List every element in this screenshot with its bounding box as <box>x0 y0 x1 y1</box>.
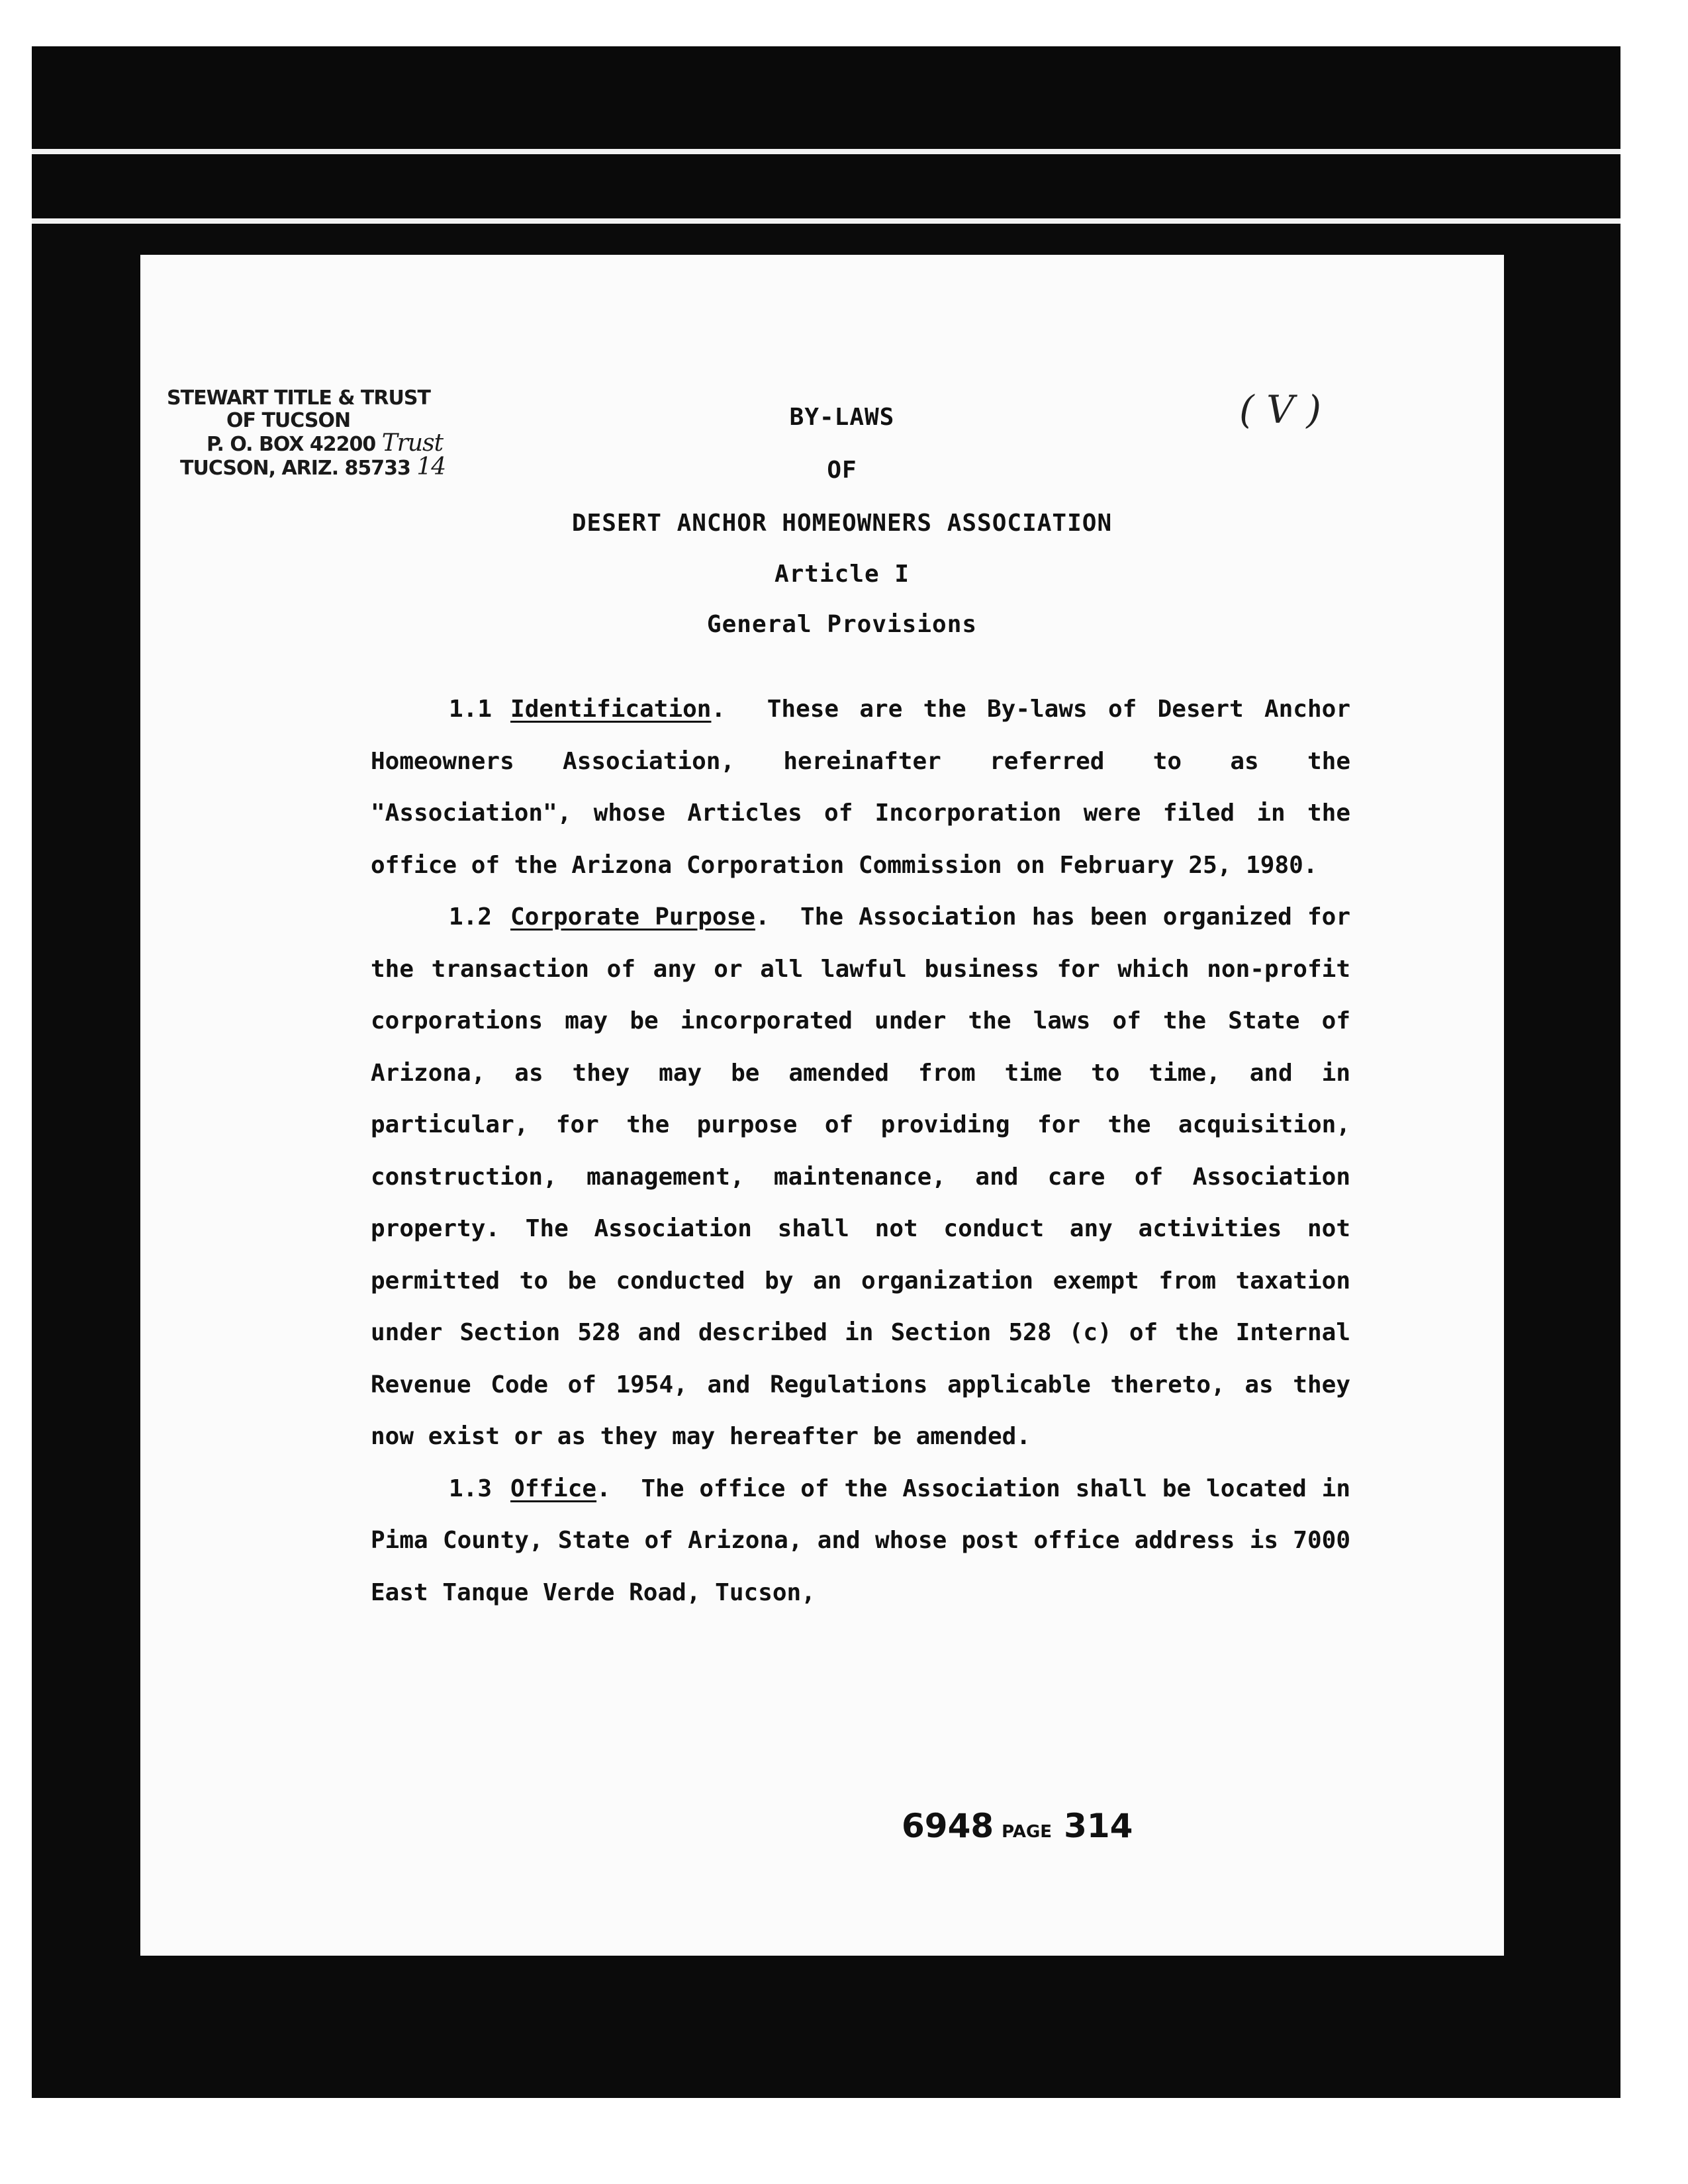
document-title-of: OF <box>827 457 857 484</box>
section-title: Office <box>510 1475 597 1502</box>
section-title: Corporate Purpose <box>510 903 755 931</box>
handwritten-margin-mark: ( V ) <box>1239 387 1322 432</box>
document-title: BY-LAWS <box>789 404 895 431</box>
handwritten-note: 14 <box>416 453 446 480</box>
section-text: The Association has been organized for the transaction of any or all lawful business for which non-profit corporations may be incorporated under the laws of the State of Arizona, as they may be amended from time to time, and in particular, for the purpose of providing for the acquisition, construction, management, maintenance, and care of Association property. The Association shall not conduct any activities not permitted to be conducted by an organization exempt from taxation under Section 528 and described in Section 528 (c) of the Internal Revenue Code of 1954, and Regulations applicable thereto, as they now exist or as they may hereafter be amended. <box>371 903 1350 1450</box>
section-number: 1.2 <box>449 903 492 931</box>
association-name: DESERT ANCHOR HOMEOWNERS ASSOCIATION <box>571 510 1113 537</box>
handwritten-note: Trust <box>381 430 444 457</box>
section-title: Identification <box>510 696 712 723</box>
stamp-line: OF TUCSON <box>226 409 351 432</box>
page-label: PAGE <box>1002 1822 1053 1842</box>
recording-reference <box>902 1807 1133 1845</box>
section-1-2: 1.2 Corporate Purpose. The Association has been organized for the transaction of any or all lawful business for which non-profit corporations may be incorporated under the laws of the State of Arizona, as they may be amended from time to time, and in particular, for the purpose of providing for the acquisition, construction, management, maintenance, and care of Association property. The Association shall not conduct any activities not permitted to be conducted by an organization exempt from taxation under Section 528 and described in Section 528 (c) of the Internal Revenue Code of 1954, and Regulations applicable thereto, as they now exist or as they may hereafter be amended. <box>371 903 1350 1450</box>
section-1-3: 1.3 Office. The office of the Association shall be located in Pima County, State of Arizona, and whose post office address is 7000 East Tanque Verde Road, Tucson, <box>371 1475 1350 1606</box>
article-heading: Article I <box>774 561 910 588</box>
stamp-line: STEWART TITLE & TRUST <box>167 387 430 410</box>
page-number: 314 <box>1064 1807 1133 1845</box>
bylaws-body <box>371 684 1350 1619</box>
scan-mid-band <box>32 154 1620 218</box>
stamp-line <box>167 432 445 456</box>
section-1-1: 1.1 Identification. These are the By-laws of Desert Anchor Homeowners Association, hereinafter referred to as the "Association", whose Articles of Incorporation were filed in the office of the Arizona Corporation Commission on February 25, 1980. <box>371 696 1350 879</box>
section-number: 1.1 <box>449 696 492 723</box>
scan-rule <box>32 149 1620 154</box>
article-title: General Provisions <box>706 611 978 638</box>
document-page <box>140 255 1504 1956</box>
stamp-text: P. O. BOX 42200 <box>207 433 376 456</box>
book-number: 6948 <box>902 1807 994 1845</box>
section-number: 1.3 <box>449 1475 492 1502</box>
section-text: The office of the Association shall be located in Pima County, State of Arizona, and whose post office address is 7000 East Tanque Verde Road, Tucson, <box>371 1475 1350 1606</box>
stamp-text: TUCSON, ARIZ. 85733 <box>180 457 410 480</box>
section-text: These are the By-laws of Desert Anchor Homeowners Association, hereinafter referred to as the "Association", whose Articles of Incorporation were filed in the office of the Arizona Corporation Commission on February 25, 1980. <box>371 696 1350 879</box>
scan-rule <box>32 218 1620 224</box>
scan-top-band <box>32 46 1620 149</box>
